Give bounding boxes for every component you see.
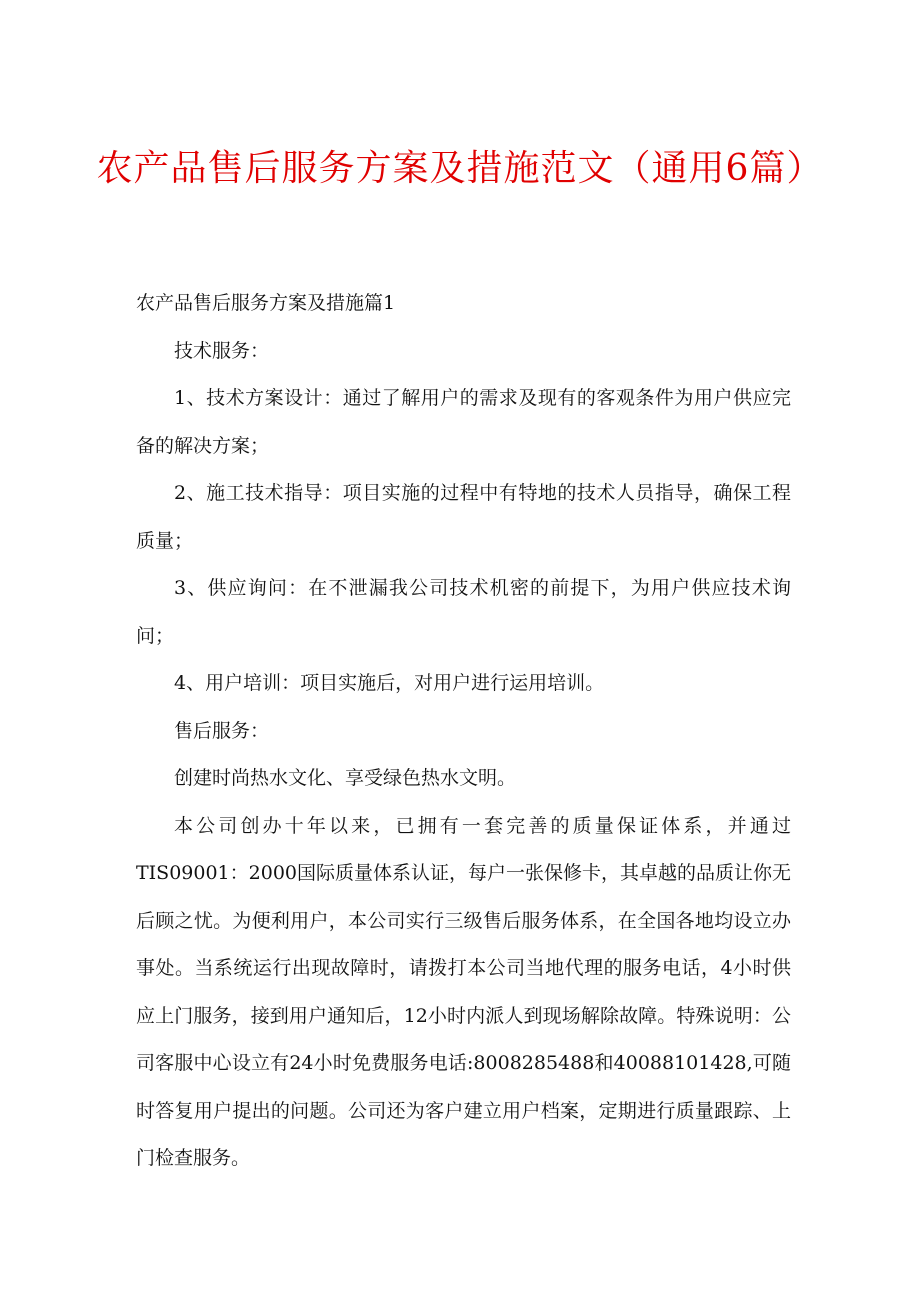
paragraph-after-sales-heading: 售后服务： xyxy=(174,719,270,742)
paragraph-slogan: 创建时尚热水文化、享受绿色热水文明。 xyxy=(174,767,517,789)
section-heading: 农产品售后服务方案及措施篇1 xyxy=(136,292,396,314)
paragraph-item-3: 3、供应询问：在不泄漏我公司技术机密的前提下，为用户供应技术询问； xyxy=(136,577,791,647)
paragraph-item-1: 1、技术方案设计：通过了解用户的需求及现有的客观条件为用户供应完备的解决方案； xyxy=(136,387,791,457)
document-title: 农产品售后服务方案及措施范文（通用6篇） xyxy=(96,148,824,189)
paragraph-company-description: 本公司创办十年以来，已拥有一套完善的质量保证体系，并通过TIS09001：2000国际质量体系认证，每户一张保修卡，其卓越的品质让你无后顾之忧。为便利用户，本公司实行三级售后服务体系，在全国各地均设立办事处。当系统运行出现故障时，请拨打本公司当地代理的服务电话，4小时供应上门服务，接到用户通知后，12小时内派人到现场解除故障。特殊说明：公司客服中心设立有24小时免费服务电话:8008285488和40088101428,可随时答复用户提出的问题。公司还为客户建立用户档案，定期进行质量跟踪、上门检查服务。 xyxy=(136,814,791,1169)
paragraph-tech-service-heading: 技术服务： xyxy=(174,339,270,362)
paragraph-item-2: 2、施工技术指导：项目实施的过程中有特地的技术人员指导，确保工程质量； xyxy=(136,482,791,552)
paragraph-item-4: 4、用户培训：项目实施后，对用户进行运用培训。 xyxy=(174,672,605,694)
document-body xyxy=(136,280,791,1183)
